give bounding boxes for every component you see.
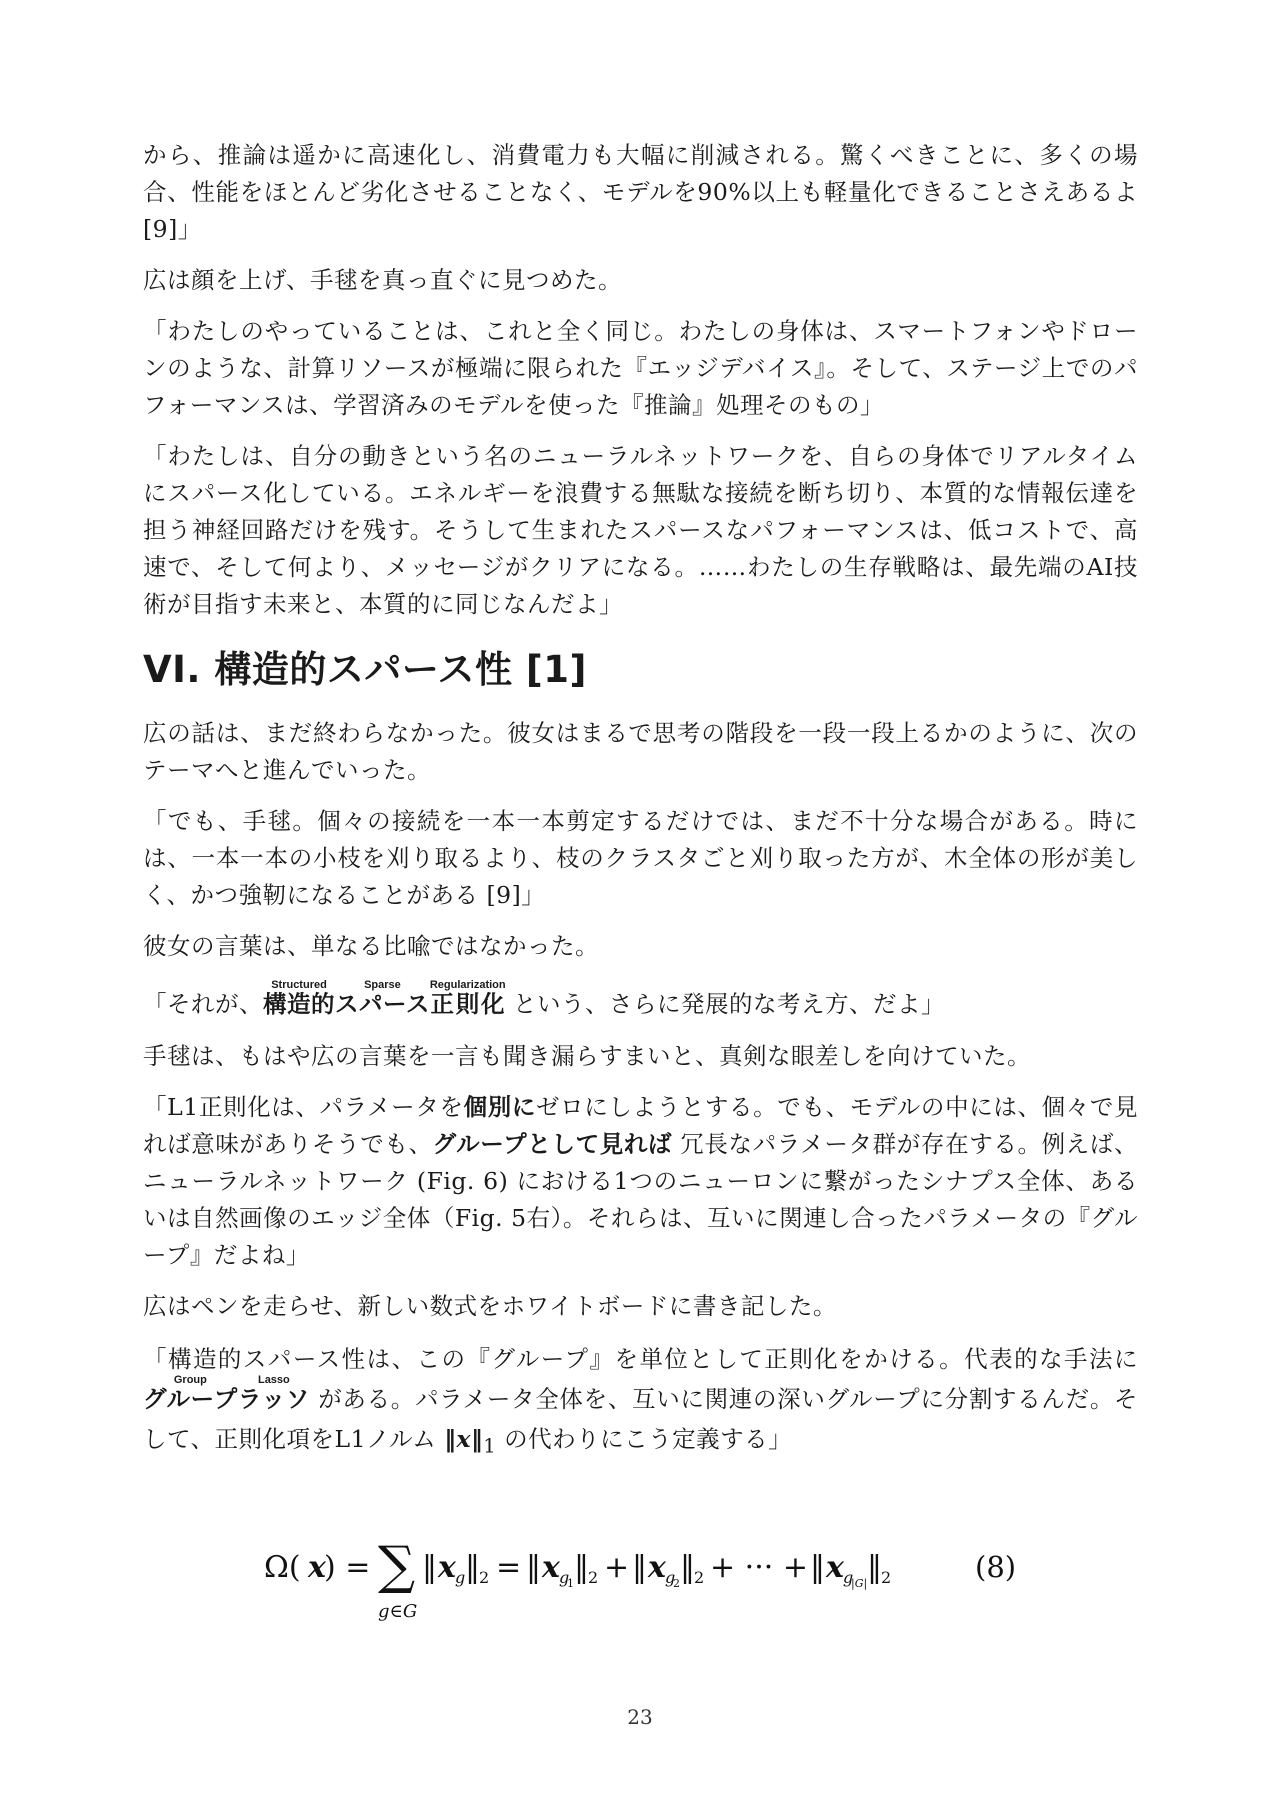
p10-text-e: 冗長なパラメータ群が存在する。例えば、ニューラルネットワーク (Fig. 6) における1つのニューロンに繋がったシナプス全体、あるいは自然画像のエッジ全体（Fig. 5右）。それらは、互いに関連し合ったパラメータの『グループ』だよね」	[143, 1130, 1139, 1269]
ruby-text: Structured	[263, 979, 335, 991]
svg-text:x: x	[648, 1550, 666, 1585]
svg-text:Ω(: Ω(	[264, 1550, 301, 1585]
paragraph-8	[143, 979, 1138, 1024]
section-heading: VI. 構造的スパース性 [1]	[143, 648, 587, 691]
svg-text:+ ··· +: + ··· +	[710, 1550, 808, 1585]
paragraph-12	[143, 1339, 1138, 1467]
svg-text:g: g	[455, 1568, 466, 1587]
ruby-lasso	[237, 1374, 311, 1413]
svg-text:=: =	[496, 1550, 522, 1585]
ruby-text: Group	[143, 1374, 238, 1386]
svg-text:|G|: |G|	[851, 1577, 868, 1590]
ruby-text: Lasso	[237, 1374, 310, 1386]
group-lasso-term	[143, 1374, 311, 1413]
page-number: 23	[627, 1705, 653, 1729]
group-lasso-equation	[262, 1525, 1022, 1635]
svg-text:x: x	[542, 1550, 560, 1585]
paragraph-10	[143, 1089, 1138, 1274]
svg-text:2: 2	[588, 1568, 599, 1587]
paragraph-1: から、推論は遥かに高速化し、消費電力も大幅に削減される。驚くべきことに、多くの場合、性能をほとんど劣化させることなく、モデルを90%以上も軽量化できることさえあるよ [9]」	[143, 141, 1138, 243]
body-column	[143, 137, 1138, 1481]
p10-text-a: 「L1正則化は、パラメータを	[143, 1093, 464, 1121]
p10-bold-as-group: グループとして見れば	[432, 1130, 673, 1158]
ruby-base: 構造的	[263, 990, 335, 1018]
svg-text:2: 2	[694, 1568, 705, 1587]
paragraph-9: 手毬は、もはや広の言葉を一言も聞き漏らすまいと、真剣な眼差しを向けていた。	[143, 1042, 1031, 1070]
paragraph-3: 「わたしのやっていることは、これと全く同じ。わたしの身体は、スマートフォンやドローンのような、計算リソースが極端に限られた『エッジデバイス』。そして、ステージ上でのパフォーマンスは、学習済みのモデルを使った『推論』処理そのもの」	[143, 317, 1138, 419]
svg-text:g∈G: g∈G	[378, 1601, 418, 1622]
paragraph-11: 広はペンを走らせ、新しい数式をホワイトボードに書き記した。	[143, 1292, 837, 1320]
svg-text:‖: ‖	[465, 1550, 480, 1585]
svg-text:g: g	[559, 1568, 570, 1587]
p8-pre: 「それが、	[143, 990, 263, 1018]
svg-text:‖: ‖	[422, 1550, 437, 1585]
equation-number: (8)	[975, 1550, 1017, 1584]
ruby-base: 正則化	[429, 990, 506, 1018]
paragraph-6: 「でも、手毬。個々の接続を一本一本剪定するだけでは、まだ不十分な場合がある。時には、一本一本の小枝を刈り取るより、枝のクラスタごと刈り取った方が、木全体の形が美しく、かつ強靭になることがある [9]」	[143, 807, 1138, 909]
ruby-text: Regularization	[429, 979, 506, 991]
svg-text:x: x	[826, 1550, 844, 1585]
p12-text-b: がある。パラメータ全体を、互いに関連の深いグループに分割するんだ。そして、正則化項をL1ノルム	[143, 1385, 1139, 1453]
svg-text:‖: ‖	[867, 1550, 882, 1585]
svg-text:∑: ∑	[378, 1536, 416, 1596]
l1-norm-subscript: 1	[483, 1434, 497, 1458]
structured-sparse-regularization-term	[263, 979, 506, 1018]
p8-post: という、さらに発展的な考え方、だよ」	[504, 990, 945, 1018]
ruby-text: Sparse	[335, 979, 430, 991]
svg-text:g: g	[665, 1568, 676, 1587]
svg-text:) =: ) =	[324, 1550, 371, 1585]
svg-text:2: 2	[881, 1568, 892, 1587]
ruby-regularization	[429, 979, 506, 1018]
paragraph-7: 彼女の言葉は、単なる比喩ではなかった。	[143, 932, 599, 960]
svg-text:+: +	[604, 1550, 630, 1585]
paragraph-2: 広は顔を上げ、手毬を真っ直ぐに見つめた。	[143, 266, 623, 294]
svg-text:g: g	[843, 1568, 854, 1587]
svg-text:‖: ‖	[574, 1550, 589, 1585]
ruby-base: スパース	[335, 990, 430, 1018]
ruby-base: グループ	[143, 1385, 238, 1413]
p12-text-a: 「構造的スパース性は、この『グループ』を単位として正則化をかける。代表的な手法に	[143, 1345, 1138, 1373]
paragraph-5: 広の話は、まだ終わらなかった。彼女はまるで思考の階段を一段一段上るかのように、次のテーマへと進んでいった。	[143, 719, 1138, 784]
svg-text:1: 1	[567, 1577, 574, 1590]
paragraph-4: 「わたしは、自分の動きという名のニューラルネットワークを、自らの身体でリアルタイムにスパース化している。エネルギーを浪費する無駄な接続を断ち切り、本質的な情報伝達を担う神経回路だけを残す。そうして生まれたスパースなパフォーマンスは、低コストで、高速で、そして何より、メッセージがクリアになる。……わたしの生存戦略は、最先端のAI技術が目指す未来と、本質的に同じなんだよ」	[143, 442, 1138, 618]
l1-norm-symbol: ‖x‖	[444, 1425, 484, 1453]
svg-text:‖: ‖	[810, 1550, 825, 1585]
svg-text:x: x	[308, 1550, 326, 1585]
ruby-group	[143, 1374, 238, 1413]
ruby-base: ラッソ	[237, 1385, 311, 1413]
ruby-structured	[263, 979, 335, 1018]
p12-text-c: の代わりにこう定義する」	[496, 1425, 793, 1453]
p10-bold-individually: 個別に	[463, 1093, 536, 1121]
svg-text:2: 2	[479, 1568, 490, 1587]
svg-text:x: x	[438, 1550, 456, 1585]
svg-text:2: 2	[673, 1577, 680, 1590]
svg-text:‖: ‖	[680, 1550, 695, 1585]
svg-text:‖: ‖	[526, 1550, 541, 1585]
p10-text-c: ゼロにしようとする。でも、モデルの中には、個々で見れば意味がありそうでも、	[143, 1093, 1138, 1158]
ruby-sparse	[335, 979, 430, 1018]
svg-text:‖: ‖	[632, 1550, 647, 1585]
equation-8	[0, 1525, 1280, 1635]
